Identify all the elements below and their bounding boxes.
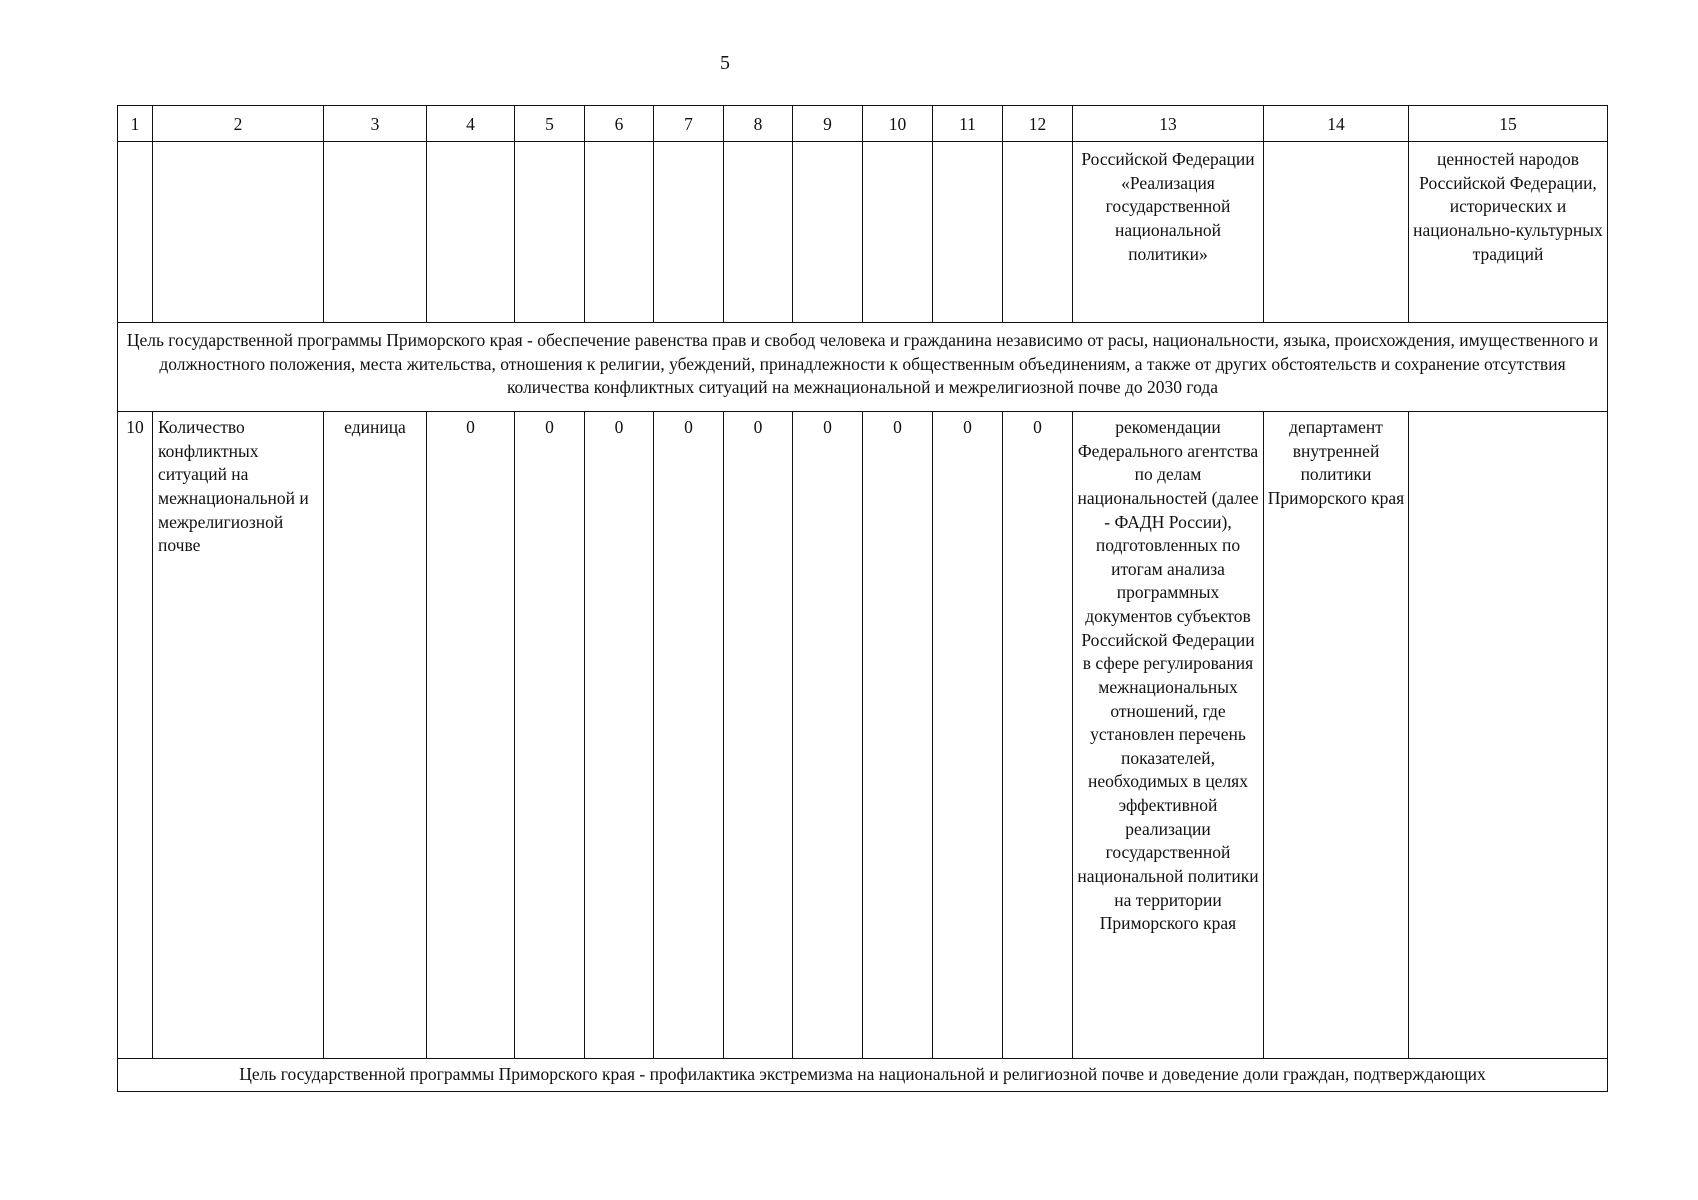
value-cell: 0 <box>863 412 933 1059</box>
value-cell: 0 <box>654 412 724 1059</box>
table-cell <box>793 142 863 323</box>
table-cell <box>118 142 153 323</box>
table-cell <box>1003 142 1073 323</box>
header-cell: 9 <box>793 106 863 142</box>
header-cell: 4 <box>427 106 515 142</box>
indicator-name-cell: Количество конфликтных ситуаций на межнациональной и межрелигиозной почве <box>153 412 324 1059</box>
table-cell <box>153 142 324 323</box>
header-cell: 6 <box>585 106 654 142</box>
header-cell: 8 <box>724 106 793 142</box>
table-cell <box>724 142 793 323</box>
goal-text-2: Цель государственной программы Приморского края - профилактика экстремизма на национальной и религиозной почве и доведение доли граждан, подтверждающих <box>118 1059 1608 1092</box>
value-cell: 0 <box>933 412 1003 1059</box>
value-cell: 0 <box>1003 412 1073 1059</box>
table-cell <box>515 142 585 323</box>
page-number: 5 <box>720 52 730 74</box>
header-cell: 1 <box>118 106 153 142</box>
value-cell: 0 <box>585 412 654 1059</box>
goal-text-1: Цель государственной программы Приморского края - обеспечение равенства прав и свобод человека и гражданина независимо от расы, национальности, языка, происхождения, имущественного и должностного положения, места жительства, отношения к религии, убеждений, принадлежности к общественным объединениям, а также от других обстоятельств и сохранение отсутствия количества конфликтных ситуаций на межнациональной и межрелигиозной почве до 2030 года <box>118 323 1608 412</box>
col15-cell <box>1409 412 1608 1059</box>
table-cell <box>933 142 1003 323</box>
goal-row-1 <box>118 323 1608 412</box>
header-cell: 13 <box>1073 106 1264 142</box>
header-cell: 3 <box>324 106 427 142</box>
header-cell: 12 <box>1003 106 1073 142</box>
continuation-col15-cell: ценностей народов Российской Федерации, исторических и национально-культурных традиций <box>1409 142 1608 323</box>
table-header-row <box>118 106 1608 142</box>
value-cell: 0 <box>724 412 793 1059</box>
value-cell: 0 <box>793 412 863 1059</box>
table-cell <box>654 142 724 323</box>
value-cell: 0 <box>515 412 585 1059</box>
value-cell: 0 <box>427 412 515 1059</box>
table-cell <box>1264 142 1409 323</box>
header-cell: 2 <box>153 106 324 142</box>
table-cell <box>863 142 933 323</box>
goal-row-2 <box>118 1059 1608 1092</box>
header-cell: 7 <box>654 106 724 142</box>
header-cell: 5 <box>515 106 585 142</box>
table-cell <box>324 142 427 323</box>
indicators-table <box>117 105 1608 1092</box>
table-row-continuation <box>118 142 1608 323</box>
row-number-cell: 10 <box>118 412 153 1059</box>
table-cell <box>585 142 654 323</box>
table-row-10 <box>118 412 1608 1059</box>
header-cell: 15 <box>1409 106 1608 142</box>
header-cell: 10 <box>863 106 933 142</box>
header-cell: 11 <box>933 106 1003 142</box>
responsible-cell: департамент внутренней политики Приморского края <box>1264 412 1409 1059</box>
header-cell: 14 <box>1264 106 1409 142</box>
unit-cell: единица <box>324 412 427 1059</box>
continuation-source-cell: Российской Федерации «Реализация государственной национальной политики» <box>1073 142 1264 323</box>
source-cell: рекомендации Федерального агентства по делам национальностей (далее - ФАДН России), подготовленных по итогам анализа программных документов субъектов Российской Федерации в сфере регулирования межнациональных отношений, где установлен перечень показателей, необходимых в целях эффективной реализации государственной национальной политики на территории Приморского края <box>1073 412 1264 1059</box>
table-cell <box>427 142 515 323</box>
